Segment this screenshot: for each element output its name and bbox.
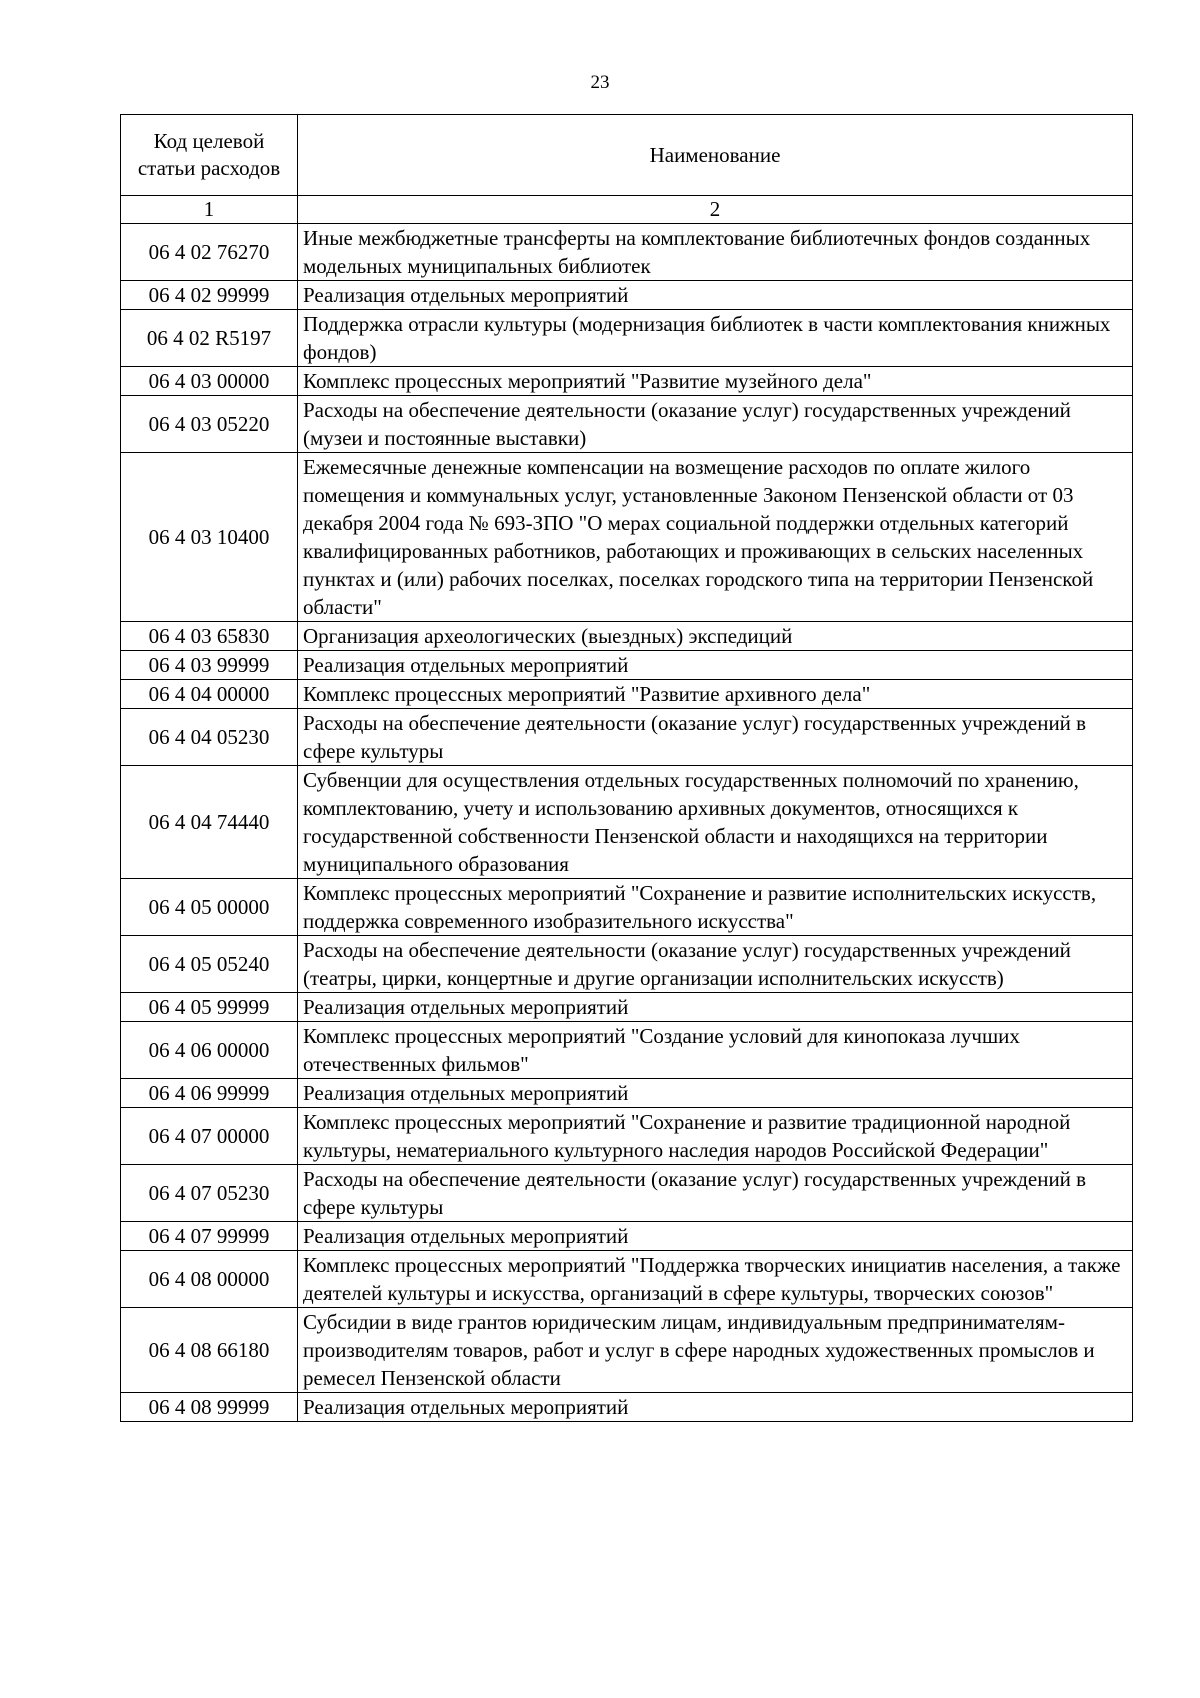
table-row	[121, 879, 1133, 936]
row-code: 06 4 02 76270	[121, 224, 298, 281]
table-row	[121, 680, 1133, 709]
row-code: 06 4 07 99999	[121, 1222, 298, 1251]
table-row	[121, 1251, 1133, 1308]
row-name: Субсидии в виде грантов юридическим лицам, индивидуальным предпринимателям-производителям товаров, работ и услуг в сфере народных художественных промыслов и ремесел Пензенской области	[298, 1308, 1133, 1393]
table-row	[121, 651, 1133, 680]
column-number-code: 1	[121, 196, 298, 224]
row-code: 06 4 02 99999	[121, 281, 298, 310]
row-name: Реализация отдельных мероприятий	[298, 1393, 1133, 1422]
row-name: Комплекс процессных мероприятий "Поддержка творческих инициатив населения, а также деятелей культуры и искусства, организаций в сфере культуры, творческих союзов"	[298, 1251, 1133, 1308]
row-code: 06 4 07 05230	[121, 1165, 298, 1222]
table-row	[121, 1308, 1133, 1393]
row-name: Расходы на обеспечение деятельности (оказание услуг) государственных учреждений в сфере культуры	[298, 709, 1133, 766]
row-name: Комплекс процессных мероприятий "Развитие архивного дела"	[298, 680, 1133, 709]
row-name: Реализация отдельных мероприятий	[298, 651, 1133, 680]
row-name: Организация археологических (выездных) экспедиций	[298, 622, 1133, 651]
row-code: 06 4 04 74440	[121, 766, 298, 879]
table-row	[121, 993, 1133, 1022]
row-name: Расходы на обеспечение деятельности (оказание услуг) государственных учреждений (театры, цирки, концертные и другие организации исполнительских искусств)	[298, 936, 1133, 993]
row-code: 06 4 07 00000	[121, 1108, 298, 1165]
row-code: 06 4 06 99999	[121, 1079, 298, 1108]
column-number-name: 2	[298, 196, 1133, 224]
row-code: 06 4 08 00000	[121, 1251, 298, 1308]
page-number: 23	[590, 72, 610, 93]
row-code: 06 4 05 05240	[121, 936, 298, 993]
row-name: Реализация отдельных мероприятий	[298, 1222, 1133, 1251]
header-code: Код целевой статьи расходов	[121, 115, 298, 196]
table-row	[121, 766, 1133, 879]
row-name: Ежемесячные денежные компенсации на возмещение расходов по оплате жилого помещения и коммунальных услуг, установленные Законом Пензенской области от 03 декабря 2004 года № 693-ЗПО "О мерах социальной поддержки отдельных категорий квалифицированных работников, работающих и проживающих в сельских населенных пунктах и (или) рабочих поселках, поселках городского типа на территории Пензенской области"	[298, 453, 1133, 622]
table-body	[121, 224, 1133, 1422]
row-name: Реализация отдельных мероприятий	[298, 281, 1133, 310]
row-code: 06 4 05 00000	[121, 879, 298, 936]
row-name: Реализация отдельных мероприятий	[298, 993, 1133, 1022]
table-row	[121, 1165, 1133, 1222]
row-name: Иные межбюджетные трансферты на комплектование библиотечных фондов созданных модельных муниципальных библиотек	[298, 224, 1133, 281]
row-name: Комплекс процессных мероприятий "Создание условий для кинопоказа лучших отечественных фильмов"	[298, 1022, 1133, 1079]
table-row	[121, 310, 1133, 367]
table-row	[121, 1108, 1133, 1165]
row-code: 06 4 03 00000	[121, 367, 298, 396]
row-name: Комплекс процессных мероприятий "Развитие музейного дела"	[298, 367, 1133, 396]
row-name: Субвенции для осуществления отдельных государственных полномочий по хранению, комплектованию, учету и использованию архивных документов, относящихся к государственной собственности Пензенской области и находящихся на территории муниципального образования	[298, 766, 1133, 879]
table-row	[121, 1393, 1133, 1422]
row-name: Поддержка отрасли культуры (модернизация библиотек в части комплектования книжных фондов)	[298, 310, 1133, 367]
row-code: 06 4 04 00000	[121, 680, 298, 709]
row-name: Комплекс процессных мероприятий "Сохранение и развитие исполнительских искусств, поддержка современного изобразительного искусства"	[298, 879, 1133, 936]
row-code: 06 4 03 10400	[121, 453, 298, 622]
table-row	[121, 1079, 1133, 1108]
table-row	[121, 622, 1133, 651]
row-code: 06 4 03 65830	[121, 622, 298, 651]
column-number-row	[121, 196, 1133, 224]
row-code: 06 4 06 00000	[121, 1022, 298, 1079]
row-name: Реализация отдельных мероприятий	[298, 1079, 1133, 1108]
table-row	[121, 224, 1133, 281]
row-code: 06 4 03 99999	[121, 651, 298, 680]
row-code: 06 4 05 99999	[121, 993, 298, 1022]
row-code: 06 4 02 R5197	[121, 310, 298, 367]
header-name: Наименование	[298, 115, 1133, 196]
budget-codes-table	[120, 114, 1133, 1422]
row-name: Расходы на обеспечение деятельности (оказание услуг) государственных учреждений (музеи и постоянные выставки)	[298, 396, 1133, 453]
row-name: Комплекс процессных мероприятий "Сохранение и развитие традиционной народной культуры, нематериального культурного наследия народов Российской Федерации"	[298, 1108, 1133, 1165]
table-row	[121, 709, 1133, 766]
row-code: 06 4 08 99999	[121, 1393, 298, 1422]
table-row	[121, 367, 1133, 396]
table-row	[121, 936, 1133, 993]
table-row	[121, 281, 1133, 310]
table-row	[121, 1022, 1133, 1079]
row-code: 06 4 08 66180	[121, 1308, 298, 1393]
row-name: Расходы на обеспечение деятельности (оказание услуг) государственных учреждений в сфере культуры	[298, 1165, 1133, 1222]
table-row	[121, 453, 1133, 622]
table-header-row	[121, 115, 1133, 196]
row-code: 06 4 04 05230	[121, 709, 298, 766]
table-row	[121, 396, 1133, 453]
table-row	[121, 1222, 1133, 1251]
row-code: 06 4 03 05220	[121, 396, 298, 453]
